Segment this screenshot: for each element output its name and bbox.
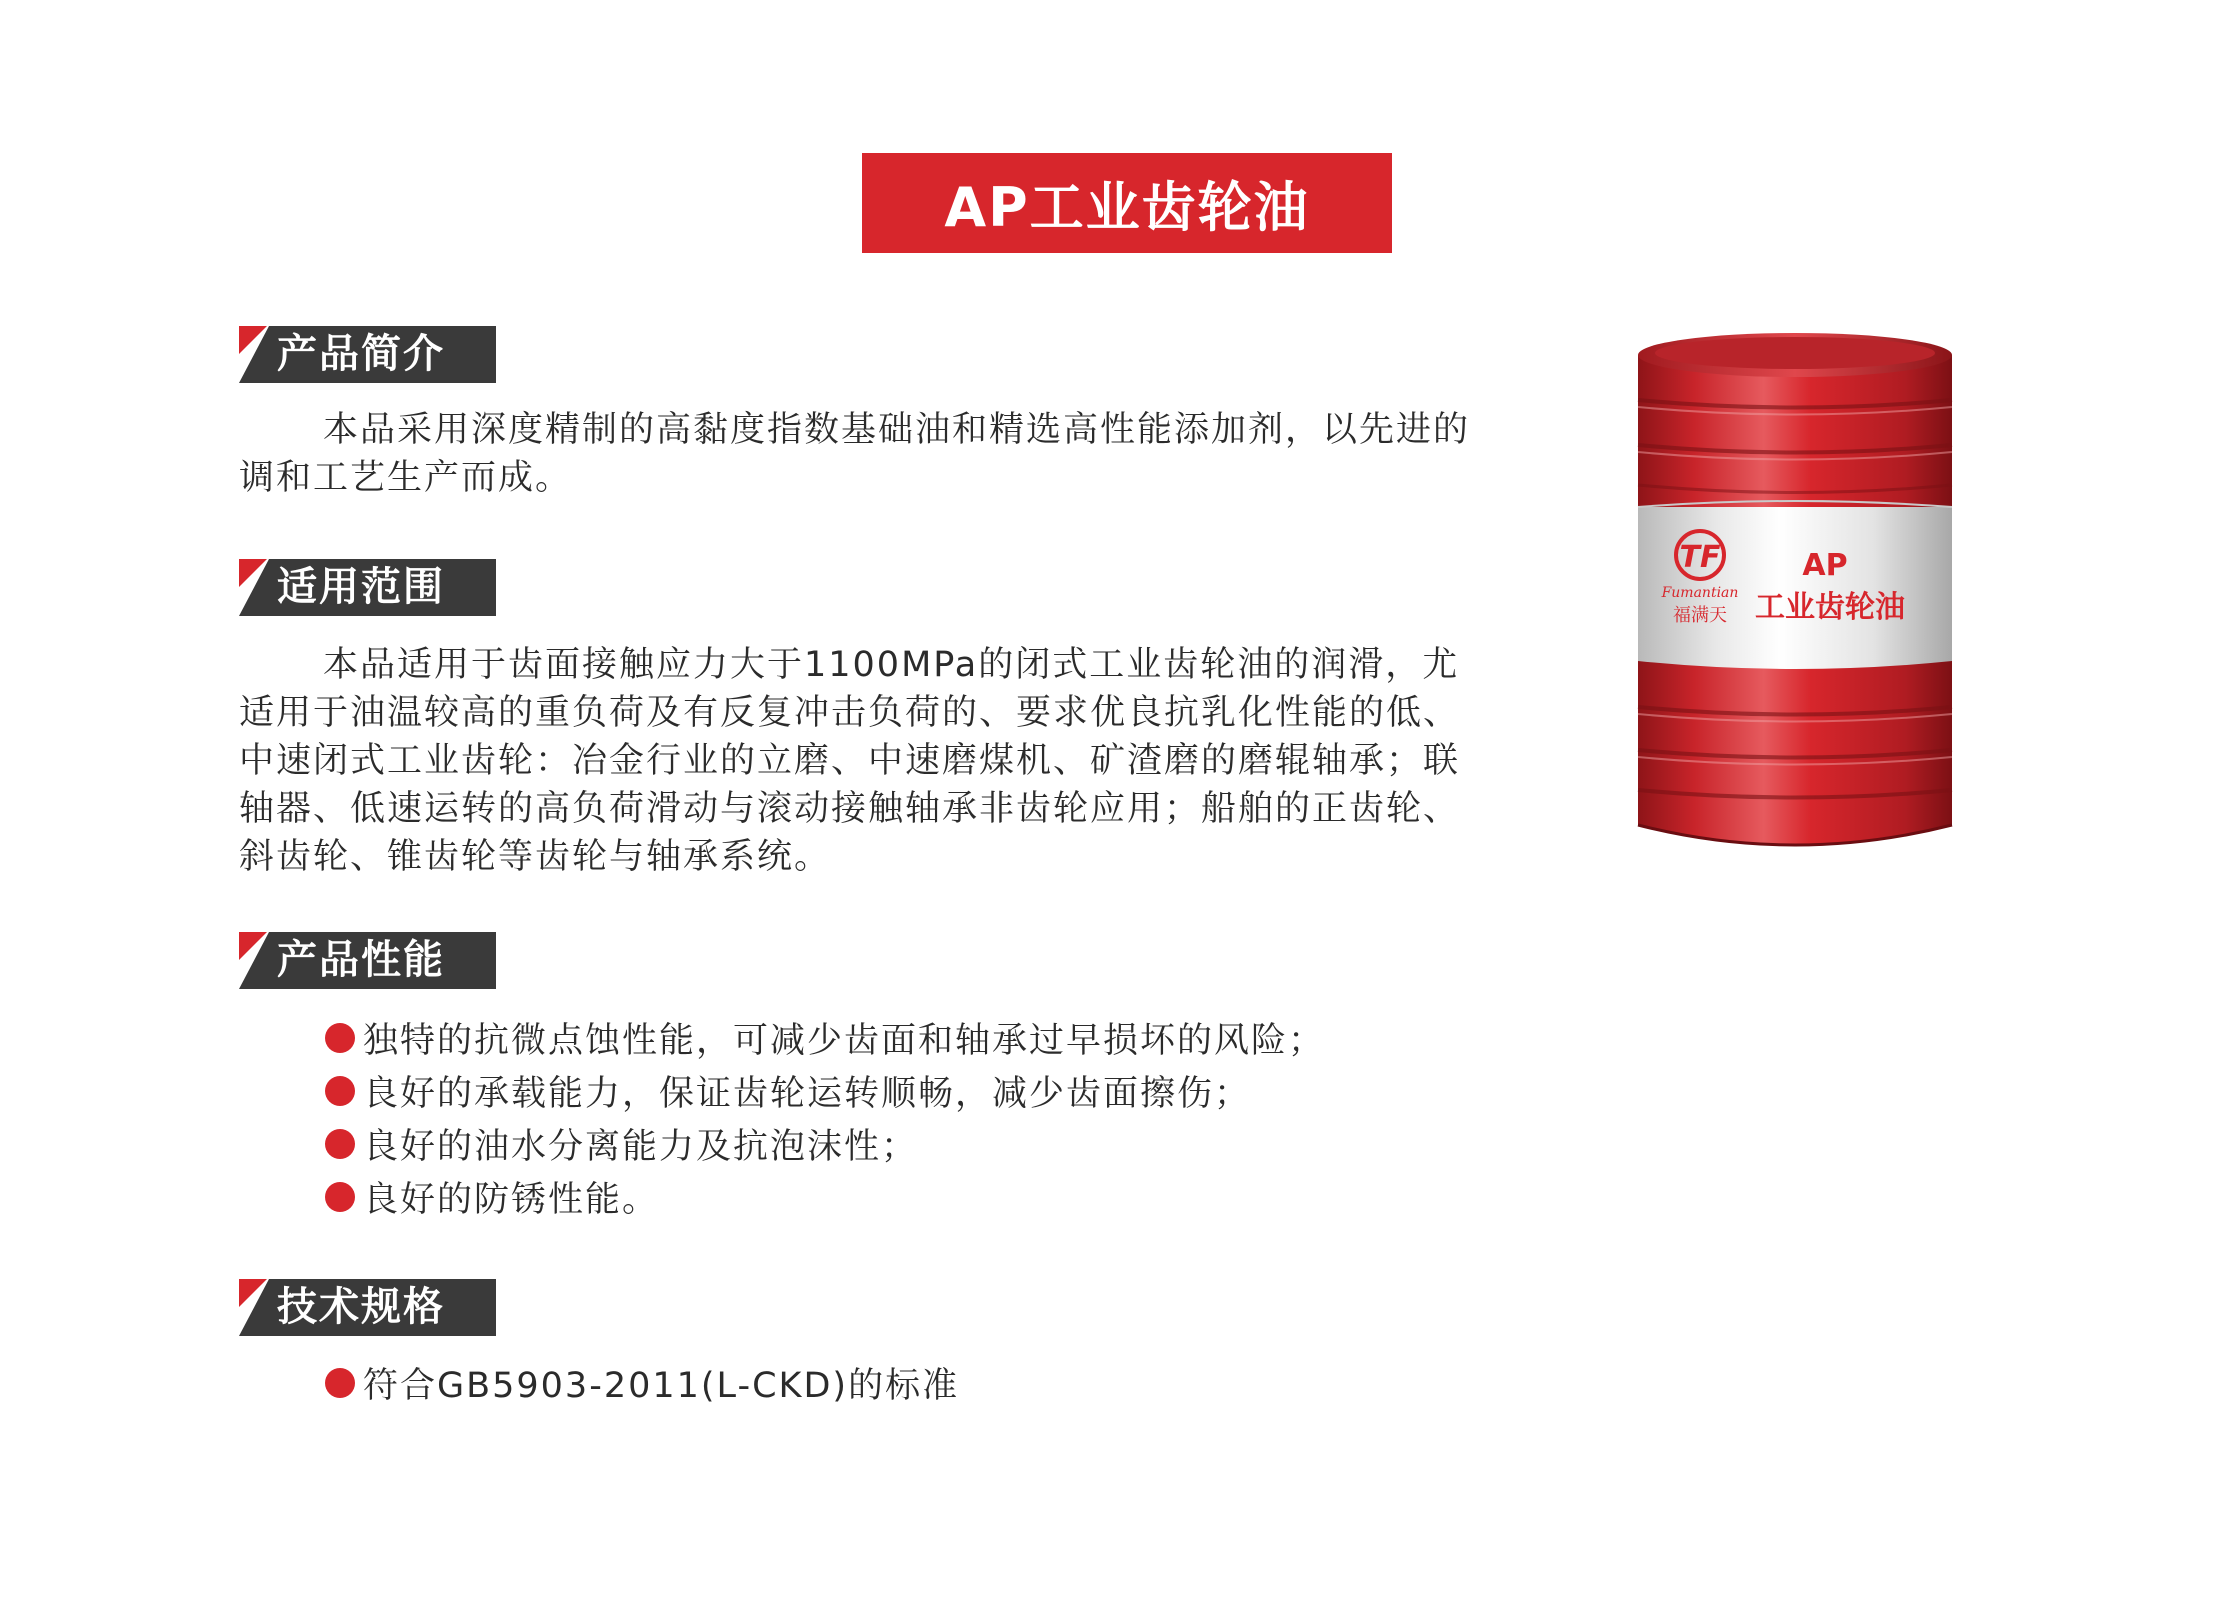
section-heading-scope: 适用范围 — [277, 564, 445, 610]
red-bullet-icon — [325, 1368, 355, 1398]
section-heading-spec: 技术规格 — [277, 1284, 445, 1330]
list-item-text: 良好的防锈性能。 — [363, 1179, 660, 1220]
svg-text:TF: TF — [1679, 540, 1721, 575]
section-header-scope — [239, 559, 496, 616]
red-bullet-icon — [325, 1023, 355, 1053]
title-banner — [862, 153, 1392, 253]
page-title: AP工业齿轮油 — [944, 175, 1310, 239]
red-bullet-icon — [325, 1182, 355, 1212]
intro-paragraph: 本品采用深度精制的高黏度指数基础油和精选高性能添加剂，以先进的调和工艺生产而成。 — [239, 410, 1471, 498]
svg-text:工业齿轮油: 工业齿轮油 — [1755, 590, 1905, 625]
list-item-text: 良好的油水分离能力及抗泡沫性； — [363, 1126, 919, 1167]
performance-list — [325, 1011, 1325, 1223]
list-item — [325, 1011, 1325, 1064]
list-item — [325, 1356, 959, 1409]
list-item — [325, 1117, 1325, 1170]
oil-barrel-icon — [1630, 325, 1960, 865]
red-bullet-icon — [325, 1129, 355, 1159]
list-item-text: 符合GB5903-2011(L-CKD)的标准 — [363, 1365, 960, 1406]
scope-paragraph: 本品适用于齿面接触应力大于1100MPa的闭式工业齿轮油的润滑，尤适用于油温较高的重负荷及有反复冲击负荷的、要求优良抗乳化性能的低、中速闭式工业齿轮：冶金行业的立磨、中速磨煤机、矿渣磨的磨辊轴承；联轴器、低速运转的高负荷滑动与滚动接触轴承非齿轮应用；船舶的正齿轮、斜齿轮、锥齿轮等齿轮与轴承系统。 — [239, 645, 1461, 877]
section-header-performance — [239, 932, 496, 989]
list-item-text: 良好的承载能力，保证齿轮运转顺畅，减少齿面擦伤； — [363, 1073, 1252, 1114]
svg-text:Fumantian: Fumantian — [1661, 585, 1739, 601]
svg-text:AP: AP — [1802, 548, 1848, 583]
spec-list — [325, 1356, 959, 1409]
section-header-spec — [239, 1279, 496, 1336]
section-heading-performance: 产品性能 — [277, 937, 445, 983]
svg-text:福满天: 福满天 — [1673, 605, 1727, 626]
list-item — [325, 1064, 1325, 1117]
section-header-intro — [239, 326, 496, 383]
red-bullet-icon — [325, 1076, 355, 1106]
section-heading-intro: 产品简介 — [277, 331, 445, 377]
list-item-text: 独特的抗微点蚀性能，可减少齿面和轴承过早损坏的风险； — [363, 1020, 1326, 1061]
list-item — [325, 1170, 1325, 1223]
product-barrel-image — [1630, 325, 1960, 865]
